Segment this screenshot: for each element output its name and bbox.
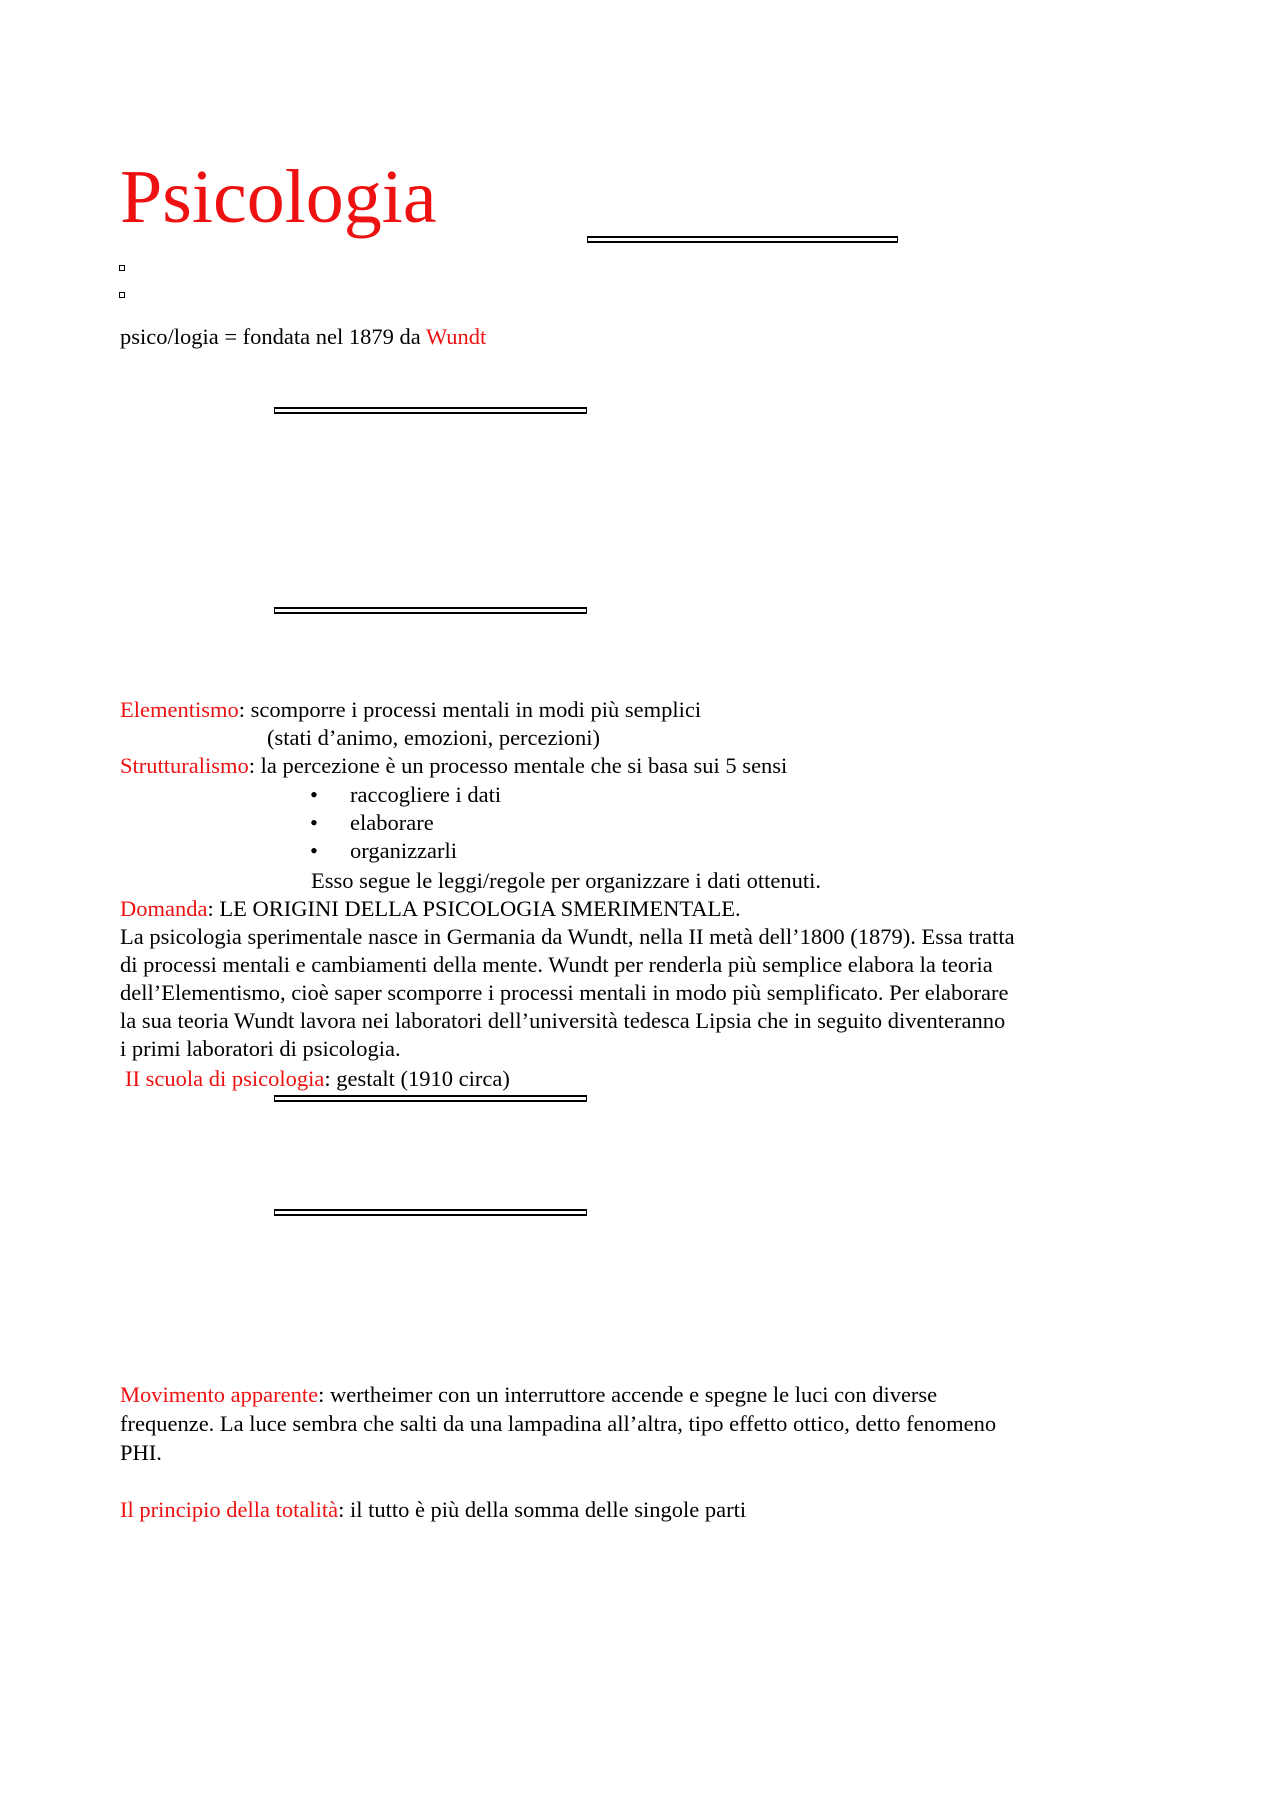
totalita-line — [120, 1496, 746, 1524]
list-item: raccogliere i dati — [350, 782, 502, 807]
elementismo-sub: (stati d’animo, emozioni, percezioni) — [267, 725, 601, 750]
double-rule-3 — [274, 607, 587, 614]
intro-text: psico/logia = fondata nel 1879 da — [120, 324, 426, 349]
bullet-icon: • — [310, 810, 318, 835]
movimento-line — [120, 1381, 937, 1409]
double-rule-5 — [274, 1209, 587, 1216]
intro-name: Wundt — [425, 324, 487, 349]
movimento-term: Movimento apparente — [120, 1382, 319, 1407]
double-rule-4 — [274, 1095, 587, 1102]
movimento-line-3: PHI. — [120, 1440, 162, 1465]
domanda-line — [120, 895, 741, 923]
list-item: organizzarli — [350, 838, 458, 863]
movimento-text: : wertheimer con un interruttore accende e spegne le luci con diverse — [318, 1382, 938, 1407]
paragraph-line: dell’Elementismo, cioè saper scomporre i processi mentali in modo più semplificato. Per elaborare — [120, 980, 1009, 1005]
scuola-text: : gestalt (1910 circa) — [324, 1066, 510, 1091]
elementismo-line — [120, 696, 701, 724]
strutturalismo-after: Esso segue le leggi/regole per organizzare i dati ottenuti. — [311, 868, 822, 893]
double-rule-1 — [587, 236, 898, 243]
scuola-line — [125, 1065, 510, 1093]
totalita-text: : il tutto è più della somma delle singole parti — [338, 1497, 747, 1522]
list-item: elaborare — [350, 810, 434, 835]
domanda-term: Domanda — [120, 896, 208, 921]
paragraph-line: la sua teoria Wundt lavora nei laboratori dell’università tedesca Lipsia che in seguito diventeranno — [120, 1008, 1006, 1033]
elementismo-term: Elementismo — [120, 697, 239, 722]
movimento-line-2: frequenze. La luce sembra che salti da una lampadina all’altra, tipo effetto ottico, detto fenomeno — [120, 1411, 997, 1436]
strutturalismo-term: Strutturalismo — [120, 753, 249, 778]
strutturalismo-text: : la percezione è un processo mentale che si basa sui 5 sensi — [248, 753, 788, 778]
domanda-text: : LE ORIGINI DELLA PSICOLOGIA SMERIMENTALE. — [207, 896, 741, 921]
intro-line — [120, 323, 486, 351]
scuola-term: II scuola di psicologia — [125, 1066, 325, 1091]
square-marker-icon — [119, 265, 125, 271]
paragraph-line: i primi laboratori di psicologia. — [120, 1036, 401, 1061]
strutturalismo-line — [120, 752, 787, 780]
page-title: Psicologia — [120, 155, 437, 239]
square-marker-icon — [119, 292, 125, 298]
paragraph-line: di processi mentali e cambiamenti della mente. Wundt per renderla più semplice elabora la teoria — [120, 952, 993, 977]
bullet-icon: • — [310, 782, 318, 807]
totalita-term: Il principio della totalità — [120, 1497, 339, 1522]
double-rule-2 — [274, 407, 587, 414]
elementismo-text: : scomporre i processi mentali in modi più semplici — [238, 697, 702, 722]
bullet-icon: • — [310, 838, 318, 863]
paragraph-line: La psicologia sperimentale nasce in Germania da Wundt, nella II metà dell’1800 (1879). Essa tratta — [120, 924, 1015, 949]
